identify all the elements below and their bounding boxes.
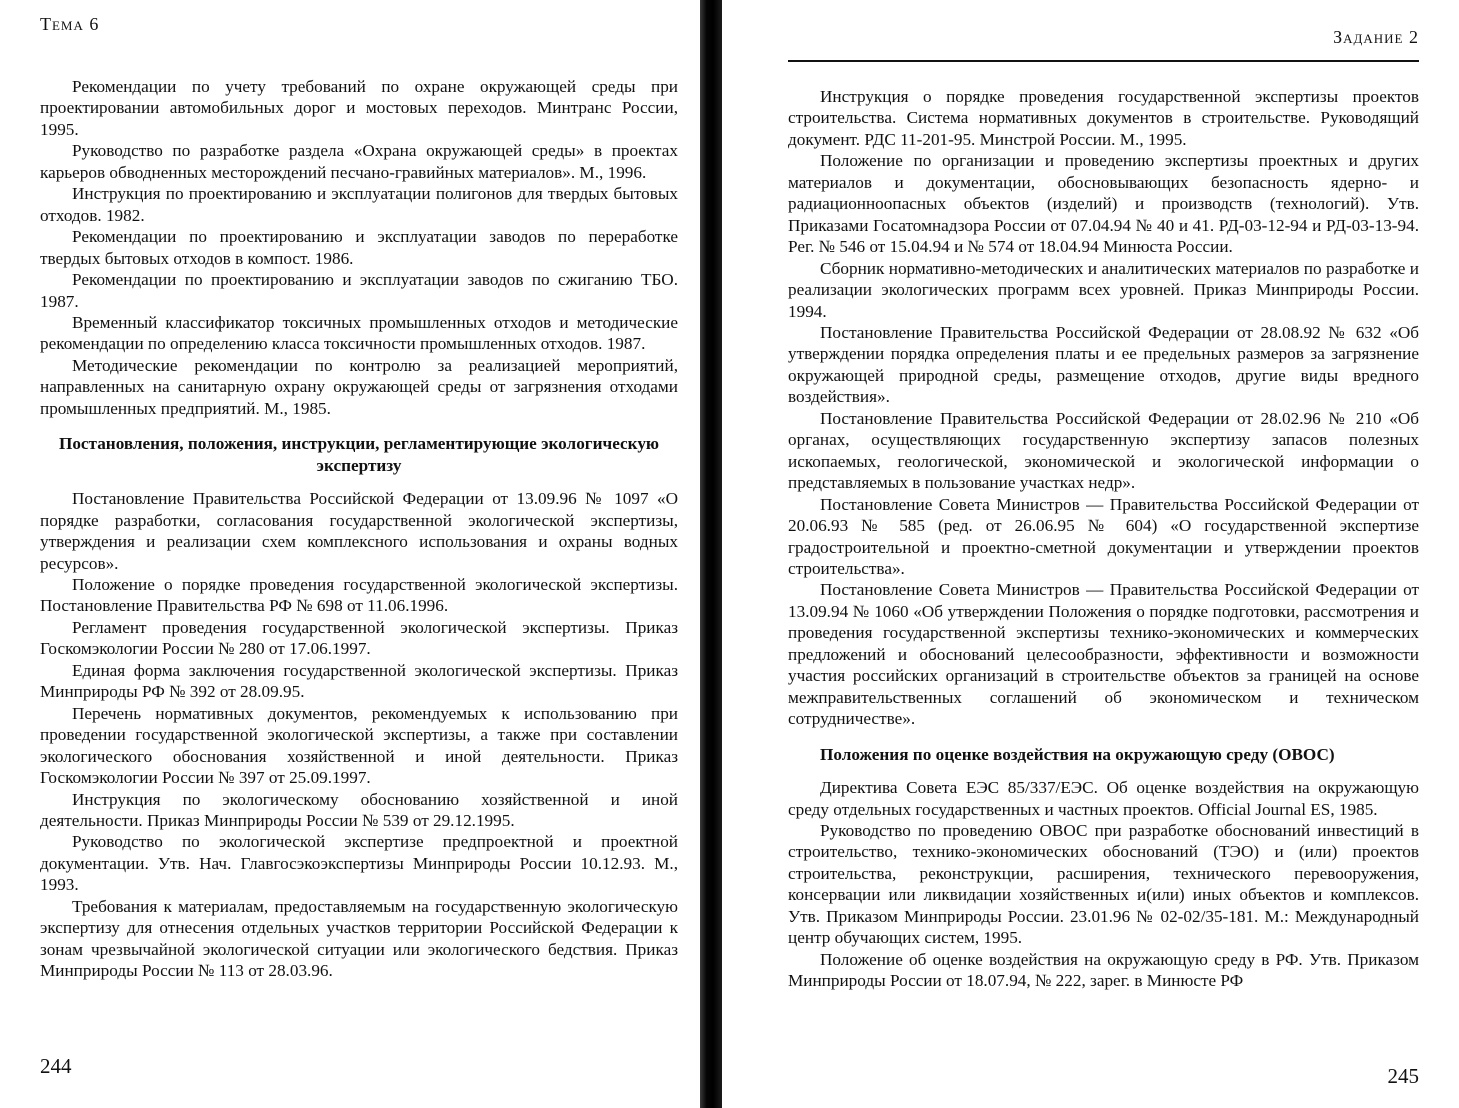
reference-entry: Регламент проведения государственной экологической экспертизы. Приказ Госкомэкологии России № 280 от 17.06.1997. <box>40 617 678 659</box>
reference-entry: Инструкция по экологическому обоснованию хозяйственной и иной деятельности. Приказ Минприроды России № 539 от 29.12.1995. <box>40 789 678 830</box>
section-heading-ovos: Положения по оценке воздействия на окружающую среду (ОВОС) <box>820 744 1335 764</box>
header-rule <box>788 60 1419 62</box>
reference-entry: Рекомендации по проектированию и эксплуатации заводов по сжиганию ТБО. 1987. <box>40 270 678 311</box>
reference-entry: Постановление Правительства Российской Федерации от 13.09.96 № 1097 «О порядке разработки, согласования государственной экологической экспертизы, утверждения и реализации схем комплексного использования и охраны водных ресурсов». <box>40 489 678 573</box>
reference-entry: Временный классификатор токсичных промышленных отходов и методические рекомендации по определению класса токсичности промышленных отходов. 1987. <box>40 312 678 354</box>
book-spine <box>700 0 722 1108</box>
reference-entry: Положение по организации и проведению экспертизы проектных и других материалов и документации, обосновывающих безопасность ядерно- и радиационноопасных объектов (изделий) и производств (технологий). Утв. Приказами Госатомнадзора России от 07.04.94 № 40 и 41. РД-03-12-94 и РД-03-13-94. Рег. № 546 от 15.04.94 и № 574 от 18.04.94 Минюста России. <box>788 151 1419 257</box>
reference-entry: Постановление Правительства Российской Федерации от 28.08.92 № 632 «Об утверждении порядка определения платы и ее предельных размеров за загрязнение окружающей природной среды, размещение отходов, другие виды вредного воздействия». <box>788 322 1419 407</box>
reference-entry: Рекомендации по проектированию и эксплуатации заводов по переработке твердых бытовых отходов в компост. 1986. <box>40 227 678 268</box>
page-number-left: 244 <box>40 1054 72 1078</box>
reference-entry: Постановление Правительства Российской Федерации от 28.02.96 № 210 «Об органах, осуществляющих государственную экспертизу запасов полезных ископаемых, геологической, экономической и экологической информации о представляемых в пользование участках недр». <box>788 408 1419 493</box>
reference-entry: Методические рекомендации по контролю за реализацией мероприятий, направленных на санитарную охрану окружающей среды от загрязнения отходами промышленных предприятий. М., 1985. <box>40 355 678 418</box>
reference-entry: Рекомендации по учету требований по охране окружающей среды при проектировании автомобильных дорог и мостовых переходов. Минтранс России, 1995. <box>40 77 678 139</box>
reference-entry: Директива Совета ЕЭС 85/337/ЕЭС. Об оценке воздействия на окружающую среду отдельных государственных и частных проектов. Official Journal ES, 1985. <box>788 778 1419 819</box>
reference-entry: Перечень нормативных документов, рекомендуемых к использованию при проведении государственной экологической экспертизы, а также при составлении экологического обоснования хозяйственной и иной деятельности. Приказ Госкомэкологии России № 397 от 25.09.1997. <box>40 703 678 788</box>
right-page <box>722 0 1459 1108</box>
reference-entry: Постановление Совета Министров — Правительства Российской Федерации от 13.09.94 № 1060 «Об утверждении Положения о порядке подготовки, рассмотрения и проведения государственной экспертизы технико-экономических и коммерческих предложений и обоснований целесообразности, эффективности и возможности участия российских организаций в строительстве объектов за границей на основе межправительственных соглашений об экономическом и техническом сотрудничестве». <box>788 580 1419 729</box>
running-head-left: Тема 6 <box>40 14 100 34</box>
reference-entry: Инструкция по проектированию и эксплуатации полигонов для твердых бытовых отходов. 1982. <box>40 184 678 225</box>
reference-entry: Единая форма заключения государственной экологической экспертизы. Приказ Минприроды РФ № 392 от 28.09.95. <box>40 660 678 702</box>
page-number-right: 245 <box>1387 1064 1419 1088</box>
left-page-body <box>40 76 678 982</box>
reference-entry: Положение об оценке воздействия на окружающую среду в РФ. Утв. Приказом Минприроды России от 18.07.94, № 222, зарег. в Минюсте РФ <box>788 949 1419 991</box>
reference-entry: Требования к материалам, предоставляемым на государственную экологическую экспертизу для отнесения отдельных участков территории Российской Федерации к зонам чрезвычайной экологической ситуации или экологического бедствия. Приказ Минприроды России № 113 от 28.03.96. <box>40 896 678 981</box>
reference-entry: Руководство по разработке раздела «Охрана окружающей среды» в проектах карьеров обводненных месторождений песчано-гравийных материалов». М., 1996. <box>40 141 678 182</box>
left-page <box>0 0 700 1108</box>
reference-entry: Сборник нормативно-методических и аналитических материалов по разработке и реализации экологических программ всех уровней. Приказ Минприроды России. 1994. <box>788 258 1419 321</box>
section-heading-expertise: Постановления, положения, инструкции, регламентирующие экологическую экспертизу <box>58 434 660 475</box>
reference-entry: Инструкция о порядке проведения государственной экспертизы проектов строительства. Система нормативных документов в строительстве. Руководящий документ. РДС 11-201-95. Минстрой России. М., 1995. <box>788 87 1419 149</box>
right-page-body <box>788 86 1419 992</box>
reference-entry: Положение о порядке проведения государственной экологической экспертизы. Постановление Правительства РФ № 698 от 11.06.1996. <box>40 574 678 616</box>
reference-entry: Руководство по экологической экспертизе предпроектной и проектной документации. Утв. Нач. Главгосэкоэкспертизы Минприроды России 10.12.93. М., 1993. <box>40 832 678 895</box>
running-head-right: Задание 2 <box>1333 27 1419 47</box>
reference-entry: Руководство по проведению ОВОС при разработке обоснований инвестиций в строительство, технико-экономических обоснований (ТЭО) и (или) проектов строительства, реконструкции, расширения, технического перевооружения, консервации или ликвидации хозяйственных и(или) иных объектов и комплексов. Утв. Приказом Минприроды России. 23.01.96 № 02-02/35-181. М.: Международный центр обучающих систем, 1995. <box>788 820 1419 948</box>
reference-entry: Постановление Совета Министров — Правительства Российской Федерации от 20.06.93 № 585 (ред. от 26.06.95 № 604) «О государственной экспертизе градостроительной и проектно-сметной документации и утверждении проектов строительства». <box>788 494 1419 578</box>
